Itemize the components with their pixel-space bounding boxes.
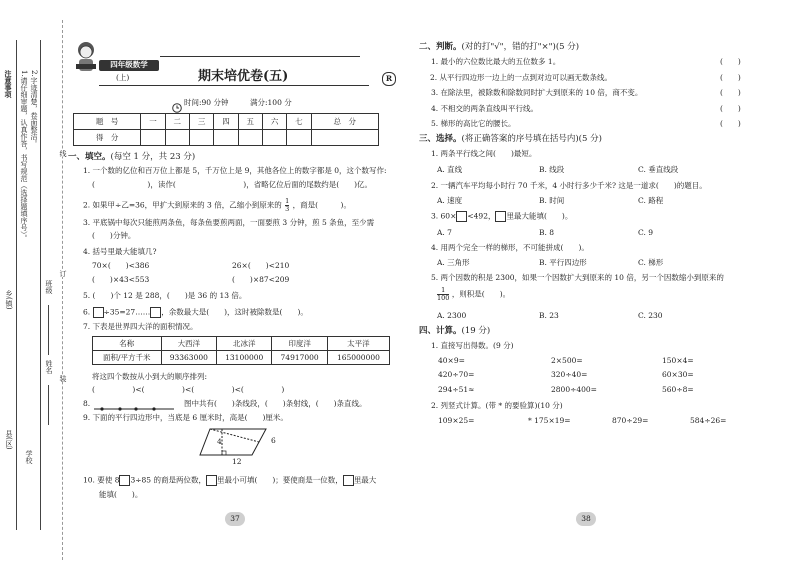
vertical-calc-item[interactable]: 870÷29= xyxy=(612,416,649,425)
calc-item[interactable]: 2×500= xyxy=(551,356,583,365)
answer-box[interactable] xyxy=(206,475,217,486)
judge-item: 4. 不相交的两条直线叫平行线。 xyxy=(431,104,539,113)
choice-option[interactable]: B. 23 xyxy=(539,311,559,320)
page-number: 38 xyxy=(576,512,596,526)
score-table xyxy=(73,113,379,146)
q10-text: 3÷85 的商是两位数， xyxy=(130,475,206,485)
cut-line-word: 订 xyxy=(59,270,67,277)
score-cell: 七 xyxy=(287,114,311,130)
line-segment-figure xyxy=(92,399,176,409)
judge-answer[interactable]: ( ) xyxy=(720,119,741,128)
fraction xyxy=(285,198,289,213)
name-label: 姓名 xyxy=(45,360,53,374)
ocean-table-row xyxy=(93,351,390,365)
c5-tail-text[interactable]: ，则积是( )。 xyxy=(451,289,511,299)
score-input-cell[interactable] xyxy=(262,130,286,146)
score-input-cell[interactable] xyxy=(141,130,165,146)
q4-item[interactable]: 26×( )<210 xyxy=(232,261,290,270)
clock-icon xyxy=(172,98,182,108)
judge-item: 1. 最小的六位数比最大的五位数多 1。 xyxy=(431,57,561,66)
student-mascot-icon xyxy=(73,40,99,74)
question-5[interactable]: 5. ( )个 12 是 288，( )是 36 的 13 倍。 xyxy=(83,291,247,300)
answer-box[interactable] xyxy=(150,307,161,318)
q10-text[interactable]: 里最小可填( )；要使商是一位数， xyxy=(216,475,343,485)
score-cell: 一 xyxy=(141,114,165,130)
q6-number: 6. xyxy=(83,307,91,317)
score-input-cell[interactable] xyxy=(311,130,378,146)
choice-option[interactable]: C. 梯形 xyxy=(638,258,664,267)
judge-answer[interactable]: ( ) xyxy=(720,73,741,82)
q4-item[interactable]: ( )×87<209 xyxy=(232,275,290,284)
page-title: 期末培优卷(五) xyxy=(198,69,289,84)
fraction-denominator: 3 xyxy=(285,205,290,213)
question-10-tail[interactable]: 能填( )。 xyxy=(99,490,143,499)
question-6 xyxy=(83,307,308,318)
score-cell: 得 分 xyxy=(74,130,141,146)
section-heading: 二、判断。 xyxy=(419,42,462,52)
q6-text: ÷35=27…… xyxy=(103,307,151,317)
section-heading: 三、选择。 xyxy=(419,134,462,144)
c3-text: 3. 60× xyxy=(431,211,457,221)
calc-subheading: 2. 列竖式计算。(带 * 的要验算)(10 分) xyxy=(431,401,563,410)
score-table-score-row xyxy=(74,130,379,146)
score-input-cell[interactable] xyxy=(287,130,311,146)
choice-option[interactable]: A. 直线 xyxy=(437,165,463,174)
judge-item: 3. 在除法里，被除数和除数同时扩大到原来的 10 倍，商不变。 xyxy=(431,88,643,97)
grade-badge: 四年级数学 xyxy=(99,60,159,71)
q6-tail[interactable]: ，余数最大是( )，这时被除数是( )。 xyxy=(161,307,308,317)
grade-sub-badge: (上) xyxy=(116,73,130,82)
question-3-blank[interactable]: ( )分钟。 xyxy=(92,231,136,240)
question-7: 7. 下表是世界四大洋的面积情况。 xyxy=(83,322,198,331)
score-cell: 题 号 xyxy=(74,114,141,130)
parallelogram-label-4: 4 xyxy=(217,437,222,446)
notice-line-2: 2.字迹清楚，卷面整洁。 xyxy=(30,70,38,147)
calc-item[interactable]: 150×4= xyxy=(662,356,694,365)
fraction-numerator: 1 xyxy=(437,287,449,295)
ocean-header-cell: 名称 xyxy=(93,337,162,351)
choice-option[interactable]: A. 三角形 xyxy=(437,258,470,267)
judge-answer[interactable]: ( ) xyxy=(720,88,741,97)
section-heading: 一、填空。 xyxy=(68,152,111,162)
choice-option[interactable]: B. 线段 xyxy=(539,165,565,174)
ocean-value-cell: 93363000 xyxy=(161,351,216,365)
c3-text[interactable]: 里最大能填( )。 xyxy=(506,211,573,221)
q7-order-prompt: 将这四个数按从小到大的顺序排列: xyxy=(92,372,208,381)
choice-question-4[interactable]: 4. 用两个完全一样的梯形，不可能拼成( )。 xyxy=(431,243,589,252)
calc-item[interactable]: 294÷51≈ xyxy=(438,385,475,394)
question-2-tail[interactable]: ，商是( )。 xyxy=(292,200,351,210)
score-cell: 总 分 xyxy=(311,114,378,130)
parallelogram-label-6: 6 xyxy=(271,436,276,445)
county-label: 县(区) xyxy=(5,430,13,450)
judge-answer[interactable]: ( ) xyxy=(720,104,741,113)
ocean-header-cell: 太平洋 xyxy=(327,337,389,351)
fraction-denominator: 100 xyxy=(437,294,450,302)
choice-option[interactable]: B. 时间 xyxy=(539,196,565,205)
choice-option[interactable]: A. 速度 xyxy=(437,196,463,205)
q8-number: 8. xyxy=(83,399,91,408)
fraction xyxy=(437,287,449,302)
question-9[interactable]: 9. 下面的平行四边形中，当底是 6 厘米时，高是( )厘米。 xyxy=(83,413,288,422)
score-input-cell[interactable] xyxy=(189,130,213,146)
score-input-cell[interactable] xyxy=(165,130,189,146)
question-4: 4. 括号里最大能填几? xyxy=(83,247,157,256)
c3-text: <492， xyxy=(467,211,496,221)
answer-box[interactable] xyxy=(495,211,506,222)
cut-line-word: 线 xyxy=(59,150,67,157)
choice-question-2[interactable]: 2. 一辆汽车平均每小时行 70 千米，4 小时行多少千米? 这是一道求( )的题目。 xyxy=(431,181,707,190)
q10-text: 10. 要使 8 xyxy=(83,475,120,485)
exam-score: 满分:100 分 xyxy=(250,98,292,107)
question-3: 3. 平底锅中每次只能煎两条鱼，每条鱼要煎两面，一面要煎 3 分钟，煎 5 条鱼，至少需 xyxy=(83,218,375,227)
choice-option[interactable]: C. 路程 xyxy=(638,196,664,205)
choice-option[interactable]: A. 7 xyxy=(437,228,452,237)
choice-option[interactable]: B. 平行四边形 xyxy=(539,258,587,267)
calc-item[interactable]: 40×9= xyxy=(438,356,465,365)
ocean-header-cell: 大西洋 xyxy=(161,337,216,351)
question-1: 1. 一个数的亿位和百万位上都是 5，千万位上是 9，其他各位上的数字都是 0，这个数写作: xyxy=(83,166,387,175)
ocean-table-header xyxy=(93,337,390,351)
section-note: (将正确答案的序号填在括号内)(5 分) xyxy=(461,134,602,144)
q4-item[interactable]: 70×( )<386 xyxy=(92,261,150,270)
ocean-value-cell: 165000000 xyxy=(327,351,389,365)
calc-item[interactable]: 60×30= xyxy=(662,370,694,379)
answer-box[interactable] xyxy=(93,307,104,318)
town-label: 乡(镇) xyxy=(5,290,13,310)
q7-order-blanks[interactable]: ( )<( )<( )<( ) xyxy=(92,385,285,394)
question-2 xyxy=(83,198,351,213)
score-input-cell[interactable] xyxy=(214,130,238,146)
registered-mark: R xyxy=(382,72,396,86)
exam-time: 时间:90 分钟 xyxy=(184,98,229,107)
section-note: (19 分) xyxy=(461,326,491,336)
score-input-cell[interactable] xyxy=(238,130,262,146)
judge-item: 5. 梯形的高比它的腰长。 xyxy=(431,119,516,128)
choice-option[interactable]: A. 2300 xyxy=(437,311,467,320)
parallelogram-label-12: 12 xyxy=(232,457,242,466)
score-cell: 四 xyxy=(214,114,238,130)
school-label: 学校 xyxy=(25,450,33,464)
section-note: (对的打"√"，错的打"×")(5 分) xyxy=(461,42,580,52)
choice-option[interactable]: C. 230 xyxy=(638,311,663,320)
answer-box[interactable] xyxy=(343,475,354,486)
question-2-text: 2. 如果甲÷乙=36，甲扩大到原来的 3 倍，乙缩小到原来的 xyxy=(83,200,282,210)
choice-option[interactable]: C. 9 xyxy=(638,228,654,237)
ocean-table xyxy=(92,336,390,365)
score-cell: 二 xyxy=(165,114,189,130)
question-10 xyxy=(83,475,376,486)
notice-label: 注意事项 xyxy=(4,70,13,98)
fraction-numerator: 1 xyxy=(285,197,290,205)
answer-box[interactable] xyxy=(119,475,130,486)
calc-subheading: 1. 直接写出得数。(9 分) xyxy=(431,341,514,350)
choice-question-5: 5. 两个因数的积是 2300，如果一个因数扩大到原来的 10 倍，另一个因数缩小到原来的 xyxy=(431,273,724,282)
vertical-calc-item[interactable]: * 175×19= xyxy=(528,416,571,425)
answer-box[interactable] xyxy=(456,211,467,222)
calc-item[interactable]: 560÷8= xyxy=(662,385,694,394)
judge-item: 2. 从平行四边形一边上的一点到对边可以画无数条线。 xyxy=(430,73,613,82)
cut-line-word: 装 xyxy=(59,375,67,382)
calc-item[interactable]: 420÷70= xyxy=(438,370,475,379)
ocean-value-cell: 13100000 xyxy=(217,351,272,365)
calc-item[interactable]: 320÷40= xyxy=(551,370,588,379)
ocean-header-cell: 印度洋 xyxy=(272,337,327,351)
choice-question-1[interactable]: 1. 两条平行线之间( )最短。 xyxy=(431,149,537,158)
score-table-header-row xyxy=(74,114,379,130)
notice-line-1: 1.请仔细审题，认真作答，书写规范（选择题填序号）。 xyxy=(20,70,28,242)
ocean-header-cell: 北冰洋 xyxy=(217,337,272,351)
page-number: 37 xyxy=(225,512,245,526)
judge-answer[interactable]: ( ) xyxy=(720,57,741,66)
score-cell: 五 xyxy=(238,114,262,130)
question-1-blanks[interactable]: ( )，读作( )，省略亿位后面的尾数约是( )亿。 xyxy=(92,180,373,189)
vertical-calc-item[interactable]: 109×25= xyxy=(438,416,475,425)
ocean-value-cell: 74917000 xyxy=(272,351,327,365)
score-cell: 三 xyxy=(189,114,213,130)
vertical-calc-item[interactable]: 584÷26= xyxy=(690,416,727,425)
choice-question-5-tail xyxy=(437,287,510,302)
score-cell: 六 xyxy=(262,114,286,130)
section-heading: 四、计算。 xyxy=(419,326,462,336)
calc-item[interactable]: 2800÷400= xyxy=(551,385,597,394)
choice-option[interactable]: C. 垂直线段 xyxy=(638,165,679,174)
choice-question-3 xyxy=(431,211,572,222)
ocean-row-label: 面积/平方千米 xyxy=(93,351,162,365)
choice-option[interactable]: B. 8 xyxy=(539,228,555,237)
q10-text: 里最大 xyxy=(353,475,377,485)
section-note: (每空 1 分，共 23 分) xyxy=(110,152,196,162)
q4-item[interactable]: ( )×43<553 xyxy=(92,275,150,284)
question-8[interactable]: 图中共有( )条线段，( )条射线，( )条直线。 xyxy=(184,399,367,408)
class-label: 班级 xyxy=(45,280,53,294)
